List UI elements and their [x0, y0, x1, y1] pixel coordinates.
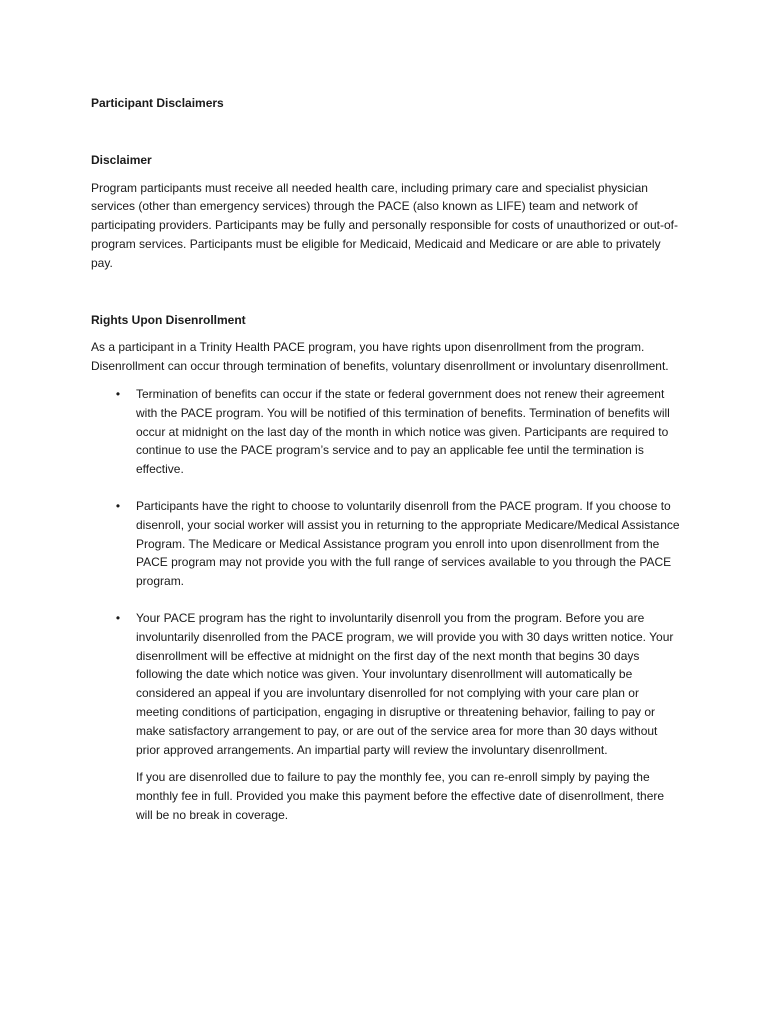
disclaimer-heading: Disclaimer: [91, 152, 152, 167]
list-item: [91, 609, 681, 759]
rights-intro-paragraph: As a participant in a Trinity Health PACE program, you have rights upon disenrollment from the program. Disenrollment can occur through termination of benefits, voluntary disenrollment or involuntary disenrollment.: [91, 340, 669, 374]
document-content: [91, 94, 681, 825]
disclaimer-paragraph: Program participants must receive all needed health care, including primary care and specialist physician services (other than emergency services) through the PACE (also known as LIFE) team and network of participating providers. Participants may be fully and personally responsible for costs of unauthorized or out-of-program services. Participants must be eligible for Medicaid, Medicaid and Medicare or are able to privately pay.: [91, 180, 678, 270]
bullet-icon: •: [115, 610, 121, 625]
list-item: [91, 497, 681, 591]
bullet-text-termination: Termination of benefits can occur if the state or federal government does not renew their agreement with the PACE program. You will be notified of this termination of benefits. Termination of benefits will occur at midnight on the last day of the month in which notice was given. Participants are required to continue to use the PACE program’s service and to pay an applicable fee until the termination is effective.: [136, 386, 670, 477]
reenroll-paragraph: If you are disenrolled due to failure to pay the monthly fee, you can re-enroll simply by paying the monthly fee in full. Provided you make this payment before the effective date of disenrollment, there will be no break in coverage.: [136, 770, 665, 822]
rights-bullet-list: [91, 385, 681, 759]
list-item: [91, 385, 681, 479]
bullet-icon: •: [115, 498, 121, 513]
document-title: Participant Disclaimers: [91, 96, 224, 110]
bullet-icon: •: [115, 386, 121, 401]
bullet-text-voluntary: Participants have the right to choose to voluntarily disenroll from the PACE program. If you choose to disenroll, your social worker will assist you in returning to the appropriate Medicare/Medical Assistance Program. The Medicare or Medical Assistance program you enroll into upon disenrollment from the PACE program may not provide you with the full range of services available to you through the PACE program.: [136, 498, 680, 589]
bullet-text-involuntary: Your PACE program has the right to involuntarily disenroll you from the program. Before you are involuntarily disenrolled from the PACE program, we will provide you with 30 days written notice. Your disenrollment will be effective at midnight on the first day of the next month that begins 30 days following the date which notice was given. Your involuntary disenrollment will automatically be considered an appeal if you are involuntary disenrolled for not complying with your care plan or meeting conditions of participation, engaging in disruptive or threatening behavior, failing to pay or make satisfactory arrangement to pay, or are out of the service area for more than 30 days without prior approved arrangements. An impartial party will review the involuntary disenrollment.: [136, 610, 674, 757]
rights-heading: Rights Upon Disenrollment: [91, 312, 246, 327]
